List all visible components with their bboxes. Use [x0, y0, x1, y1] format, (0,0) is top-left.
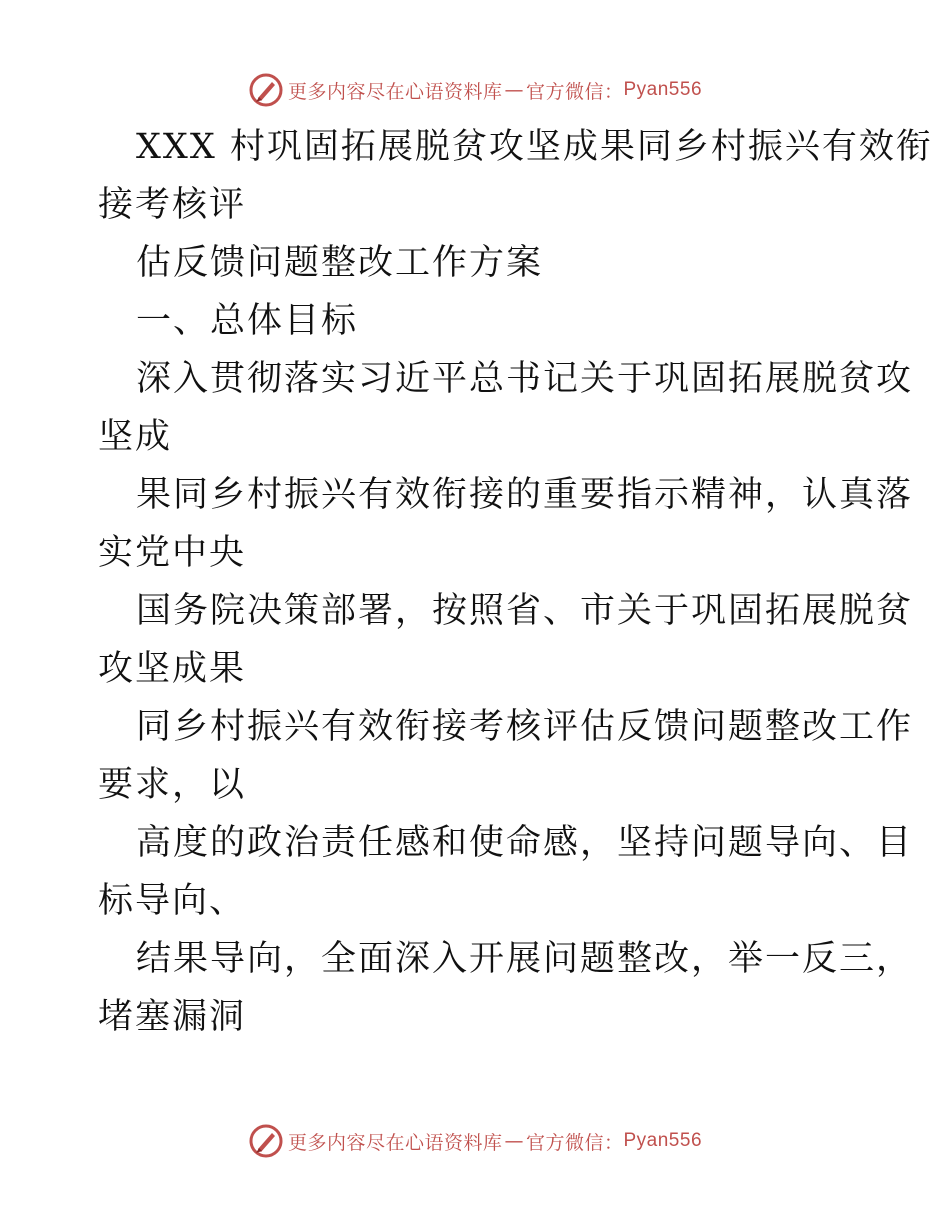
paragraph-line: 标导向、: [98, 881, 247, 921]
paragraph-line: 坚成: [98, 417, 173, 457]
pen-logo-icon: [248, 72, 284, 108]
title-line: XXX 村巩固拓展脱贫攻坚成果同乡村振兴有效衔: [136, 127, 933, 167]
paragraph-line: 堵塞漏洞: [98, 997, 247, 1037]
paragraph-line: 要求，以: [98, 765, 247, 805]
section-heading: 一、总体目标: [136, 301, 359, 341]
pen-logo-icon: [248, 1123, 284, 1159]
title-line: 接考核评: [98, 185, 247, 225]
paragraph-line: 高度的政治责任感和使命感，坚持问题导向、目: [136, 823, 914, 863]
watermark-text: 更多内容尽在心语资料库: [287, 1131, 503, 1154]
watermark-text: 更多内容尽在心语资料库: [287, 80, 503, 103]
watermark-id: Pyan556: [623, 1130, 703, 1151]
paragraph-line: 同乡村振兴有效衔接考核评估反馈问题整改工作: [136, 707, 914, 747]
paragraph-line: 攻坚成果: [98, 649, 247, 689]
footer-watermark: [0, 1121, 950, 1161]
watermark-id: Pyan556: [623, 79, 703, 100]
paragraph-line: 国务院决策部署，按照省、市关于巩固拓展脱贫: [136, 591, 914, 631]
document-body: [98, 118, 933, 1046]
watermark-separator: —: [504, 1130, 524, 1152]
watermark-separator: —: [504, 79, 524, 101]
paragraph-line: 实党中央: [98, 533, 247, 573]
paragraph-line: 深入贯彻落实习近平总书记关于巩固拓展脱贫攻: [136, 359, 914, 399]
watermark-label: 官方微信：: [525, 1131, 624, 1154]
header-watermark: [0, 70, 950, 110]
watermark-label: 官方微信：: [525, 80, 624, 103]
paragraph-line: 果同乡村振兴有效衔接的重要指示精神，认真落: [136, 475, 914, 515]
title-line: 估反馈问题整改工作方案: [136, 243, 544, 283]
paragraph-line: 结果导向，全面深入开展问题整改，举一反三，: [136, 939, 914, 979]
